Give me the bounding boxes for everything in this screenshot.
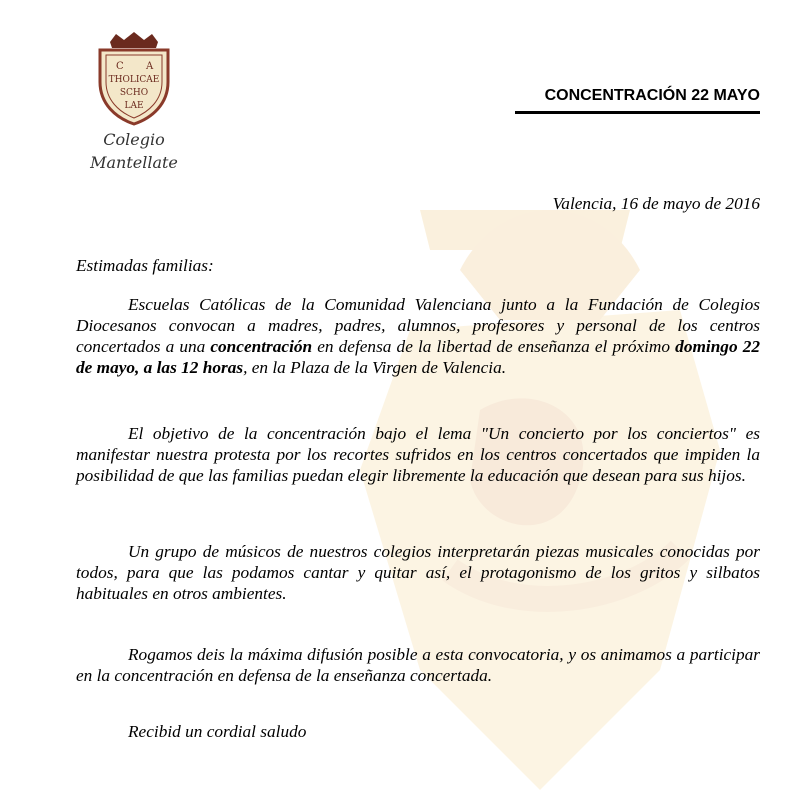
paragraph1-text-c: , en la Plaza de la Virgen de Valencia.	[243, 358, 507, 377]
paragraph-objective: El objetivo de la concentración bajo el lema "Un concierto por los conciertos" es manifestar nuestra protesta por los recortes sufridos en los centros concertados que impiden la posibilidad de que las familias puedan elegir libremente la educación que desean para sus hijos.	[76, 424, 760, 485]
college-logo	[74, 30, 194, 180]
crest-letter-a: A	[146, 61, 154, 72]
crest-word-tholicae: THOLICAE	[108, 75, 160, 85]
paragraph1-text-a: Escuelas Católicas de la Comunidad Valenciana junto a la Fundación de Colegios Diocesanos convocan a madres, padres, alumnos, profesores y personal de los centros concertados a una	[76, 295, 760, 356]
crest-word-scho: SCHO	[119, 88, 149, 98]
document-header: CONCENTRACIÓN 22 MAYO	[544, 87, 760, 104]
paragraph-request: Rogamos deis la máxima difusión posible a esta convocatoria, y os animamos a participar en la concentración en defensa de la enseñanza concertada.	[76, 645, 760, 685]
letter-date: Valencia, 16 de mayo de 2016	[552, 194, 760, 213]
closing-greeting: Recibid un cordial saludo	[128, 722, 307, 741]
paragraph1-text-b: en defensa de la libertad de enseñanza el próximo	[312, 337, 676, 356]
college-name	[74, 128, 194, 174]
paragraph1-bold-concentracion: concentración	[210, 337, 313, 356]
paragraph-musicians: Un grupo de músicos de nuestros colegios interpretarán piezas musicales conocidas por todos, para que las podamos cantar y quitar así, el protagonismo de los gritos y silbatos habituales en otros ambientes.	[76, 542, 760, 603]
paragraph-announcement	[76, 294, 760, 378]
header-underline-rule	[515, 111, 760, 114]
paragraph1-bold-date-time: domingo 22 de mayo, a las 12 horas	[76, 337, 760, 377]
college-name-line1: Colegio	[103, 130, 165, 149]
salutation: Estimadas familias:	[76, 256, 214, 275]
college-name-line2: Mantellate	[90, 153, 178, 172]
crest-word-lae: LAE	[124, 101, 144, 111]
crest-letter-c: C	[116, 61, 124, 72]
crest-icon	[94, 30, 174, 126]
